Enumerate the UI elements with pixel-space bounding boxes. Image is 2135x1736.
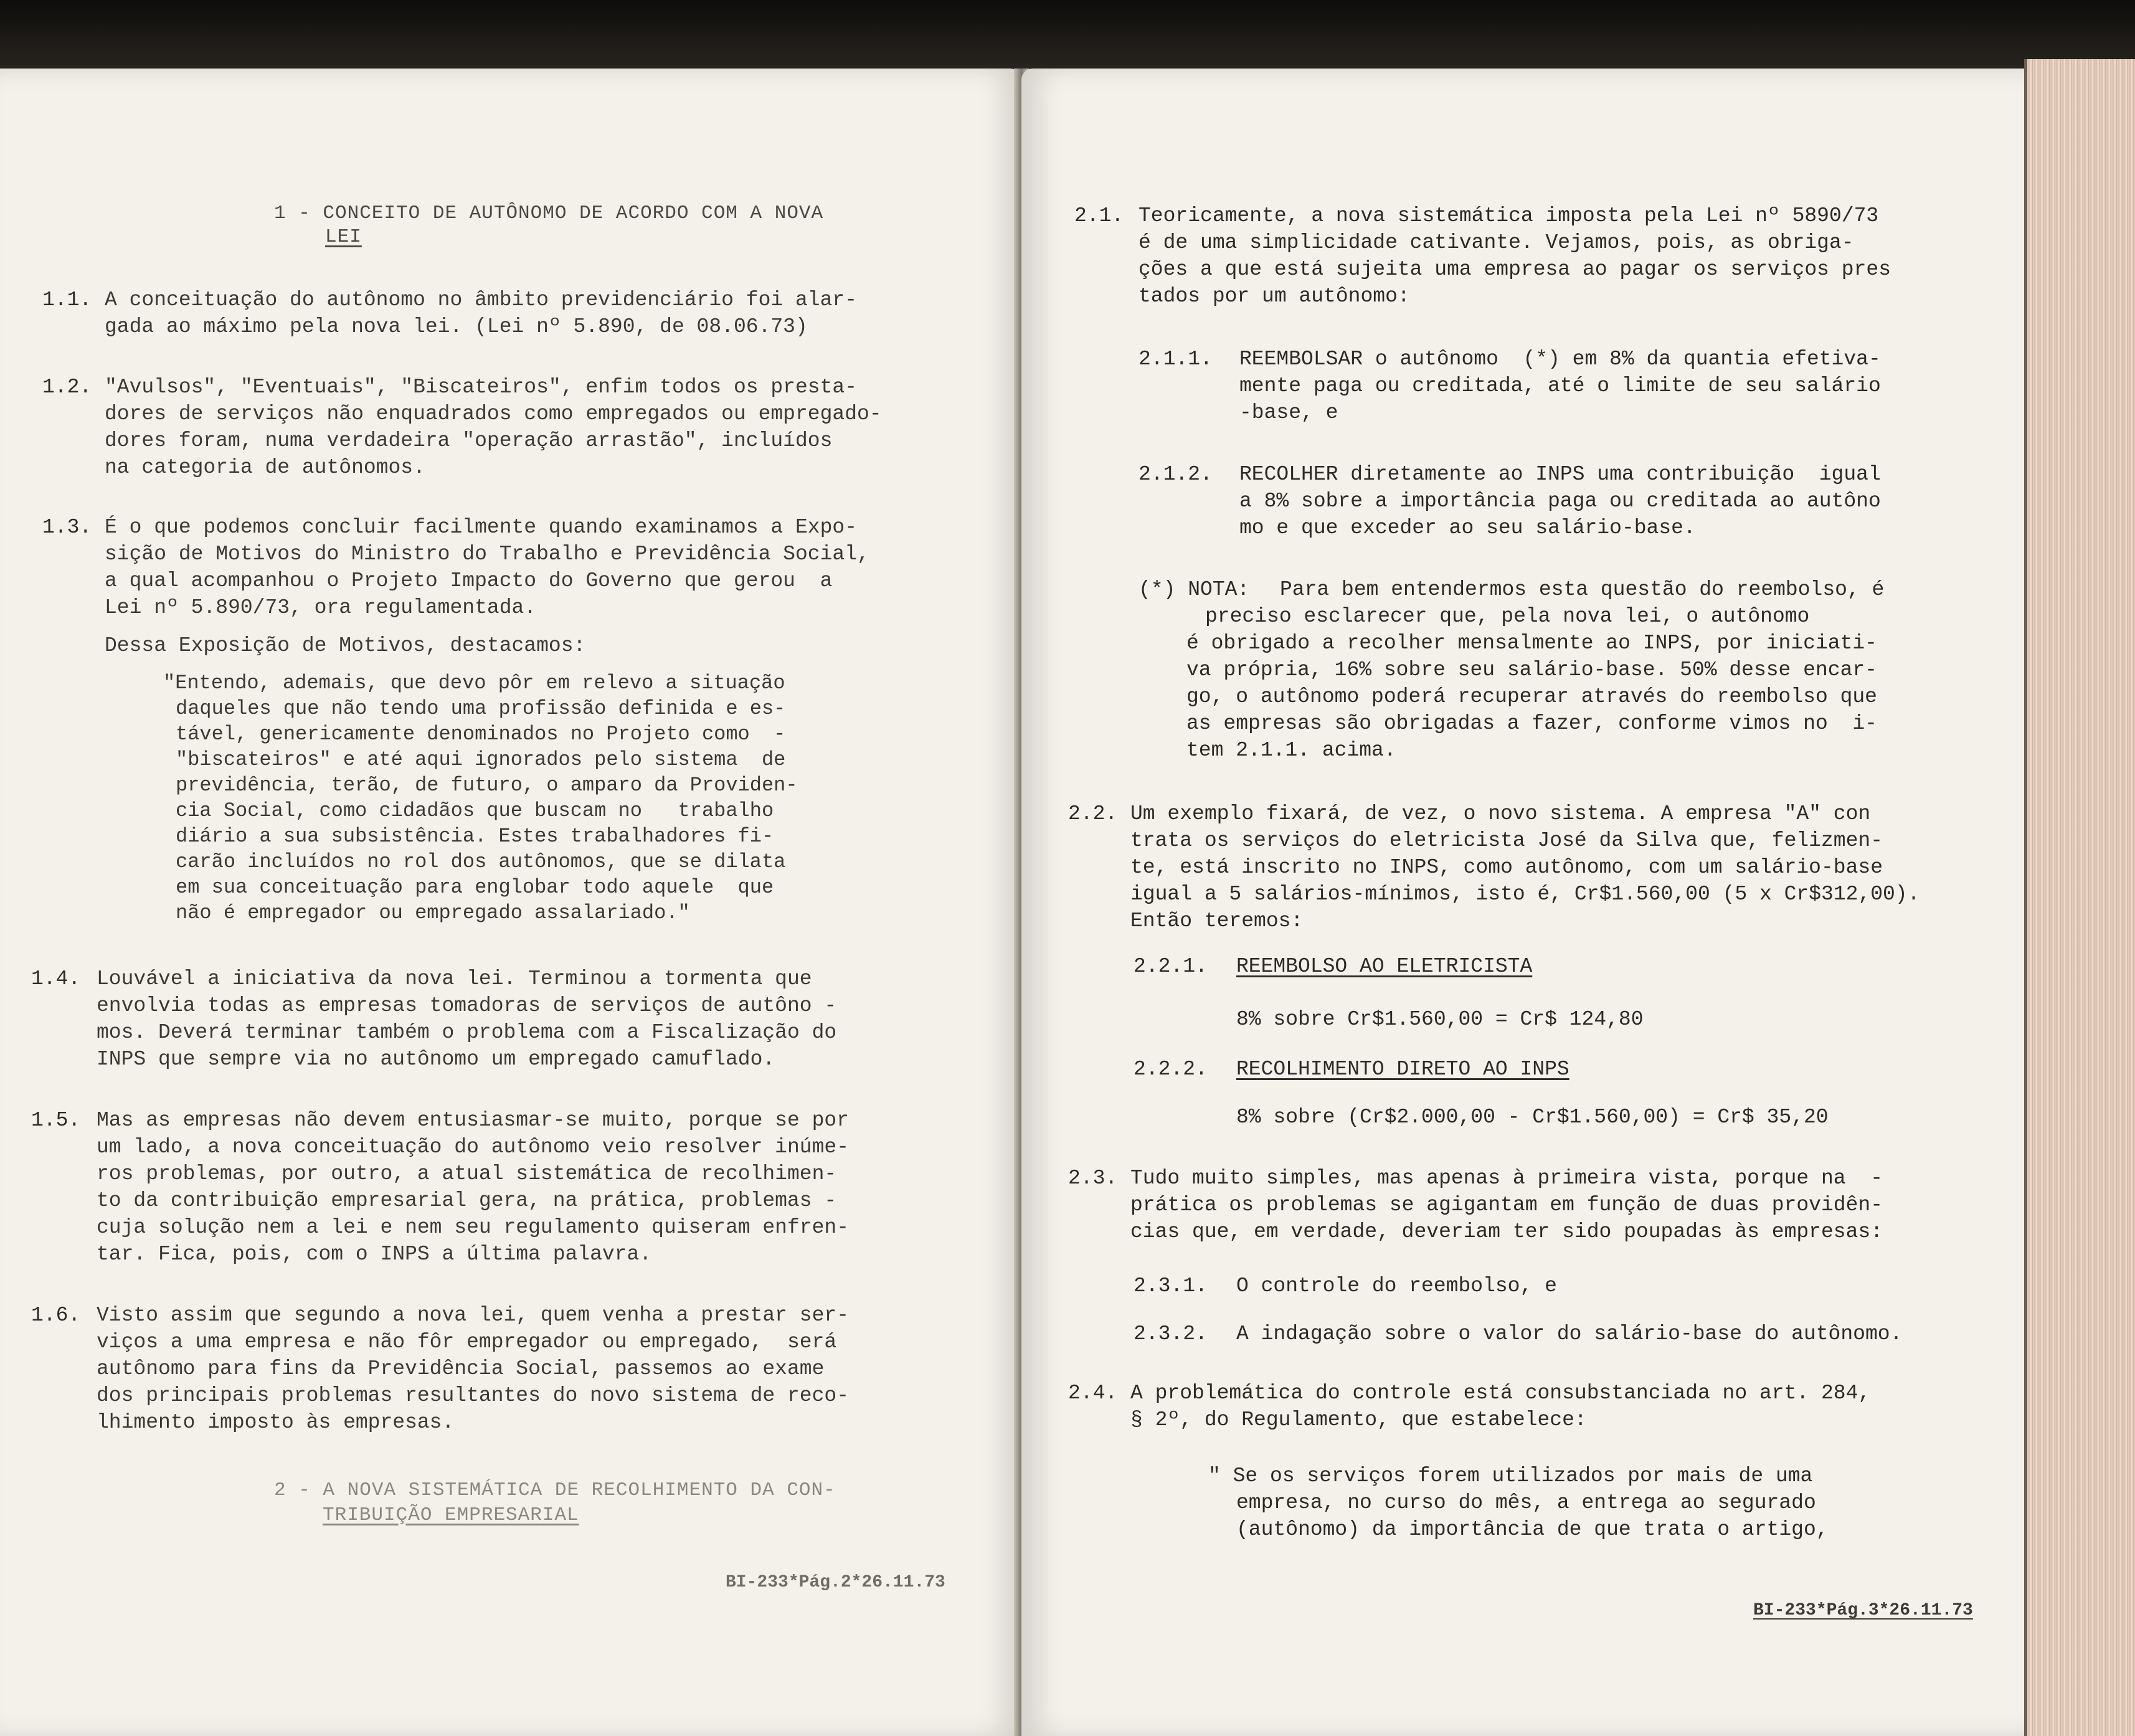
subitem-number: 2.2.1. bbox=[1134, 955, 1208, 978]
paragraph-line: O controle do reembolso, e bbox=[1236, 1274, 1557, 1297]
paragraph-line: ros problemas, por outro, a atual sistemática de recolhimen- bbox=[97, 1162, 837, 1185]
item-number: 1.2. bbox=[42, 376, 92, 399]
paragraph-line: Um exemplo fixará, de vez, o novo sistema. A empresa "A" con bbox=[1130, 802, 1871, 825]
subitem-number: 2.2.2. bbox=[1134, 1058, 1208, 1081]
item-number: 1.4. bbox=[31, 967, 81, 990]
item-number: 2.1. bbox=[1074, 204, 1124, 227]
quote-line: daqueles que não tendo uma profissão definida e es- bbox=[176, 697, 786, 720]
paragraph-line: dos principais problemas resultantes do novo sistema de reco- bbox=[97, 1384, 849, 1407]
paragraph-line: na categoria de autônomos. bbox=[105, 456, 425, 479]
item-number: 2.3. bbox=[1068, 1167, 1118, 1190]
paragraph-line: Louvável a iniciativa da nova lei. Terminou a tormenta que bbox=[97, 967, 812, 990]
paragraph-line: dores de serviços não enquadrados como empregados ou empregado- bbox=[105, 402, 882, 425]
paragraph-line: mente paga ou creditada, até o limite de seu salário bbox=[1239, 374, 1881, 397]
subitem-number: 2.1.2. bbox=[1139, 463, 1213, 486]
subitem-number: 2.3.2. bbox=[1134, 1322, 1208, 1345]
quote-line: não é empregador ou empregado assalariado." bbox=[176, 901, 690, 924]
paragraph-line: viços a uma empresa e não fôr empregador ou empregado, será bbox=[97, 1330, 837, 1354]
paragraph-line: autônomo para fins da Previdência Social, passemos ao exame bbox=[97, 1357, 825, 1380]
paragraph-line: § 2º, do Regulamento, que estabelece: bbox=[1130, 1408, 1587, 1431]
nota-line: tem 2.1.1. acima. bbox=[1186, 739, 1396, 762]
paragraph-line: igual a 5 salários-mínimos, isto é, Cr$1.560,00 (5 x Cr$312,00). bbox=[1130, 883, 1920, 906]
page-edges bbox=[2027, 59, 2135, 1736]
paragraph-line: te, está inscrito no INPS, como autônomo, com um salário-base bbox=[1130, 856, 1883, 879]
item-number: 1.1. bbox=[42, 288, 92, 311]
paragraph-line: mo e que exceder ao seu salário-base. bbox=[1239, 516, 1696, 539]
paragraph-line: Então teremos: bbox=[1130, 909, 1304, 932]
quote-line: previdência, terão, de futuro, o amparo da Providen- bbox=[176, 774, 798, 797]
paragraph-line: dores foram, numa verdadeira "operação arrastão", incluídos bbox=[105, 429, 833, 452]
paragraph-line: a 8% sobre a importância paga ou creditada ao autôno bbox=[1239, 490, 1881, 513]
subitem-number: 2.3.1. bbox=[1134, 1274, 1208, 1297]
nota-line: é obrigado a recolher mensalmente ao INPS, por iniciati- bbox=[1186, 632, 1877, 655]
paragraph-line: "Avulsos", "Eventuais", "Biscateiros", enfim todos os presta- bbox=[105, 376, 857, 399]
subitem-title: REEMBOLSO AO ELETRICISTA bbox=[1236, 955, 1533, 978]
page-footer: BI-233*Pág.2*26.11.73 bbox=[726, 1573, 945, 1592]
subitem-number: 2.1.1. bbox=[1139, 348, 1213, 371]
item-number: 1.6. bbox=[31, 1304, 81, 1327]
left-page bbox=[0, 69, 1021, 1736]
item-number: 1.3. bbox=[42, 516, 92, 539]
paragraph-line: sição de Motivos do Ministro do Trabalho e Previdência Social, bbox=[105, 543, 869, 566]
nota-line: va própria, 16% sobre seu salário-base. 50% desse encar- bbox=[1186, 658, 1877, 681]
nota-line: go, o autônomo poderá recuperar através do reembolso que bbox=[1186, 685, 1877, 708]
paragraph-line: trata os serviços do eletricista José da Silva que, felizmen- bbox=[1130, 829, 1883, 852]
paragraph-line: prática os problemas se agigantam em função de duas providên- bbox=[1130, 1193, 1883, 1217]
paragraph-line: Tudo muito simples, mas apenas à primeira vista, porque na - bbox=[1130, 1167, 1883, 1190]
paragraph-line: mos. Deverá terminar também o problema com a Fiscalização do bbox=[97, 1021, 837, 1044]
calculation: 8% sobre (Cr$2.000,00 - Cr$1.560,00) = Cr$ 35,20 bbox=[1236, 1106, 1829, 1129]
section-heading-1: 1 - CONCEITO DE AUTÔNOMO DE ACORDO COM A NOVA bbox=[274, 202, 824, 224]
paragraph-line: a qual acompanhou o Projeto Impacto do Governo que gerou a bbox=[105, 569, 833, 592]
item-number: 2.2. bbox=[1068, 802, 1118, 825]
item-number: 2.4. bbox=[1068, 1382, 1118, 1405]
paragraph-line: RECOLHER diretamente ao INPS uma contribuição igual bbox=[1239, 463, 1881, 486]
section-heading-1-cont: LEI bbox=[325, 226, 362, 248]
paragraph-line: envolvia todas as empresas tomadoras de serviços de autôno - bbox=[97, 994, 837, 1017]
quote-line: "Entendo, ademais, que devo pôr em relevo a situação bbox=[163, 671, 785, 695]
paragraph-line: Visto assim que segundo a nova lei, quem venha a prestar ser- bbox=[97, 1304, 849, 1327]
paragraph-line: cias que, em verdade, deveriam ter sido poupadas às empresas: bbox=[1130, 1220, 1883, 1243]
paragraph-line: A conceituação do autônomo no âmbito previdenciário foi alar- bbox=[105, 288, 857, 311]
paragraph-line: INPS que sempre via no autônomo um empregado camuflado. bbox=[97, 1048, 775, 1071]
paragraph-line: É o que podemos concluir facilmente quando examinamos a Expo- bbox=[105, 516, 857, 539]
quote-line: tável, genericamente denominados no Projeto como - bbox=[176, 723, 786, 746]
paragraph-line: A problemática do controle está consubstanciada no art. 284, bbox=[1130, 1382, 1871, 1405]
paragraph-line: é de uma simplicidade cativante. Vejamos, pois, as obriga- bbox=[1139, 231, 1854, 254]
quote-line: diário a sua subsistência. Estes trabalhadores fi- bbox=[176, 825, 774, 848]
page-footer: BI-233*Pág.3*26.11.73 bbox=[1753, 1601, 1973, 1620]
quote-line: " Se os serviços forem utilizados por mais de uma bbox=[1208, 1464, 1813, 1487]
paragraph-line: -base, e bbox=[1239, 401, 1338, 424]
paragraph-line: gada ao máximo pela nova lei. (Lei nº 5.890, de 08.06.73) bbox=[105, 315, 808, 338]
calculation: 8% sobre Cr$1.560,00 = Cr$ 124,80 bbox=[1236, 1008, 1644, 1031]
nota-line: as empresas são obrigadas a fazer, conforme vimos no i- bbox=[1186, 712, 1877, 735]
paragraph-line: tar. Fica, pois, com o INPS a última palavra. bbox=[97, 1243, 652, 1266]
paragraph-line: Mas as empresas não devem entusiasmar-se muito, porque se por bbox=[97, 1109, 849, 1132]
paragraph-line: A indagação sobre o valor do salário-base do autônomo. bbox=[1236, 1322, 1903, 1345]
scanner-background bbox=[0, 0, 2135, 75]
quote-line: empresa, no curso do mês, a entrega ao segurado bbox=[1236, 1491, 1816, 1514]
paragraph-line: ções a que está sujeita uma empresa ao pagar os serviços pres bbox=[1139, 258, 1891, 281]
paragraph-line: lhimento imposto às empresas. bbox=[97, 1411, 455, 1434]
paragraph-line: Teoricamente, a nova sistemática imposta pela Lei nº 5890/73 bbox=[1139, 204, 1879, 227]
quote-line: cia Social, como cidadãos que buscam no trabalho bbox=[176, 799, 774, 822]
paragraph-line: tados por um autônomo: bbox=[1139, 285, 1410, 308]
quote-line: carão incluídos no rol dos autônomos, que se dilata bbox=[176, 850, 786, 873]
quote-line: (autônomo) da importância de que trata o artigo, bbox=[1236, 1518, 1829, 1541]
paragraph-line: to da contribuição empresarial gera, na prática, problemas - bbox=[97, 1189, 837, 1212]
paragraph-line: um lado, a nova conceituação do autônomo veio resolver inúme- bbox=[97, 1136, 849, 1159]
right-page bbox=[1021, 69, 2037, 1736]
paragraph-line: cuja solução nem a lei e nem seu regulamento quiseram enfren- bbox=[97, 1216, 849, 1239]
quote-line: "biscateiros" e até aqui ignorados pelo sistema de bbox=[176, 748, 786, 771]
paragraph-line: Lei nº 5.890/73, ora regulamentada. bbox=[105, 596, 537, 619]
subitem-title: RECOLHIMENTO DIRETO AO INPS bbox=[1236, 1058, 1569, 1081]
nota-line: Para bem entendermos esta questão do reembolso, é bbox=[1280, 578, 1885, 601]
section-heading-2-cont: TRIBUIÇÃO EMPRESARIAL bbox=[323, 1504, 579, 1526]
quote-line: em sua conceituação para englobar todo aquele que bbox=[176, 876, 774, 899]
nota-line: preciso esclarecer que, pela nova lei, o autônomo bbox=[1205, 605, 1810, 628]
nota-label: (*) NOTA: bbox=[1139, 578, 1250, 601]
exposicao-intro: Dessa Exposição de Motivos, destacamos: bbox=[105, 634, 586, 657]
paragraph-line: REEMBOLSAR o autônomo (*) em 8% da quantia efetiva- bbox=[1239, 348, 1881, 371]
item-number: 1.5. bbox=[31, 1109, 81, 1132]
section-heading-2: 2 - A NOVA SISTEMÁTICA DE RECOLHIMENTO DA CON- bbox=[274, 1479, 836, 1501]
